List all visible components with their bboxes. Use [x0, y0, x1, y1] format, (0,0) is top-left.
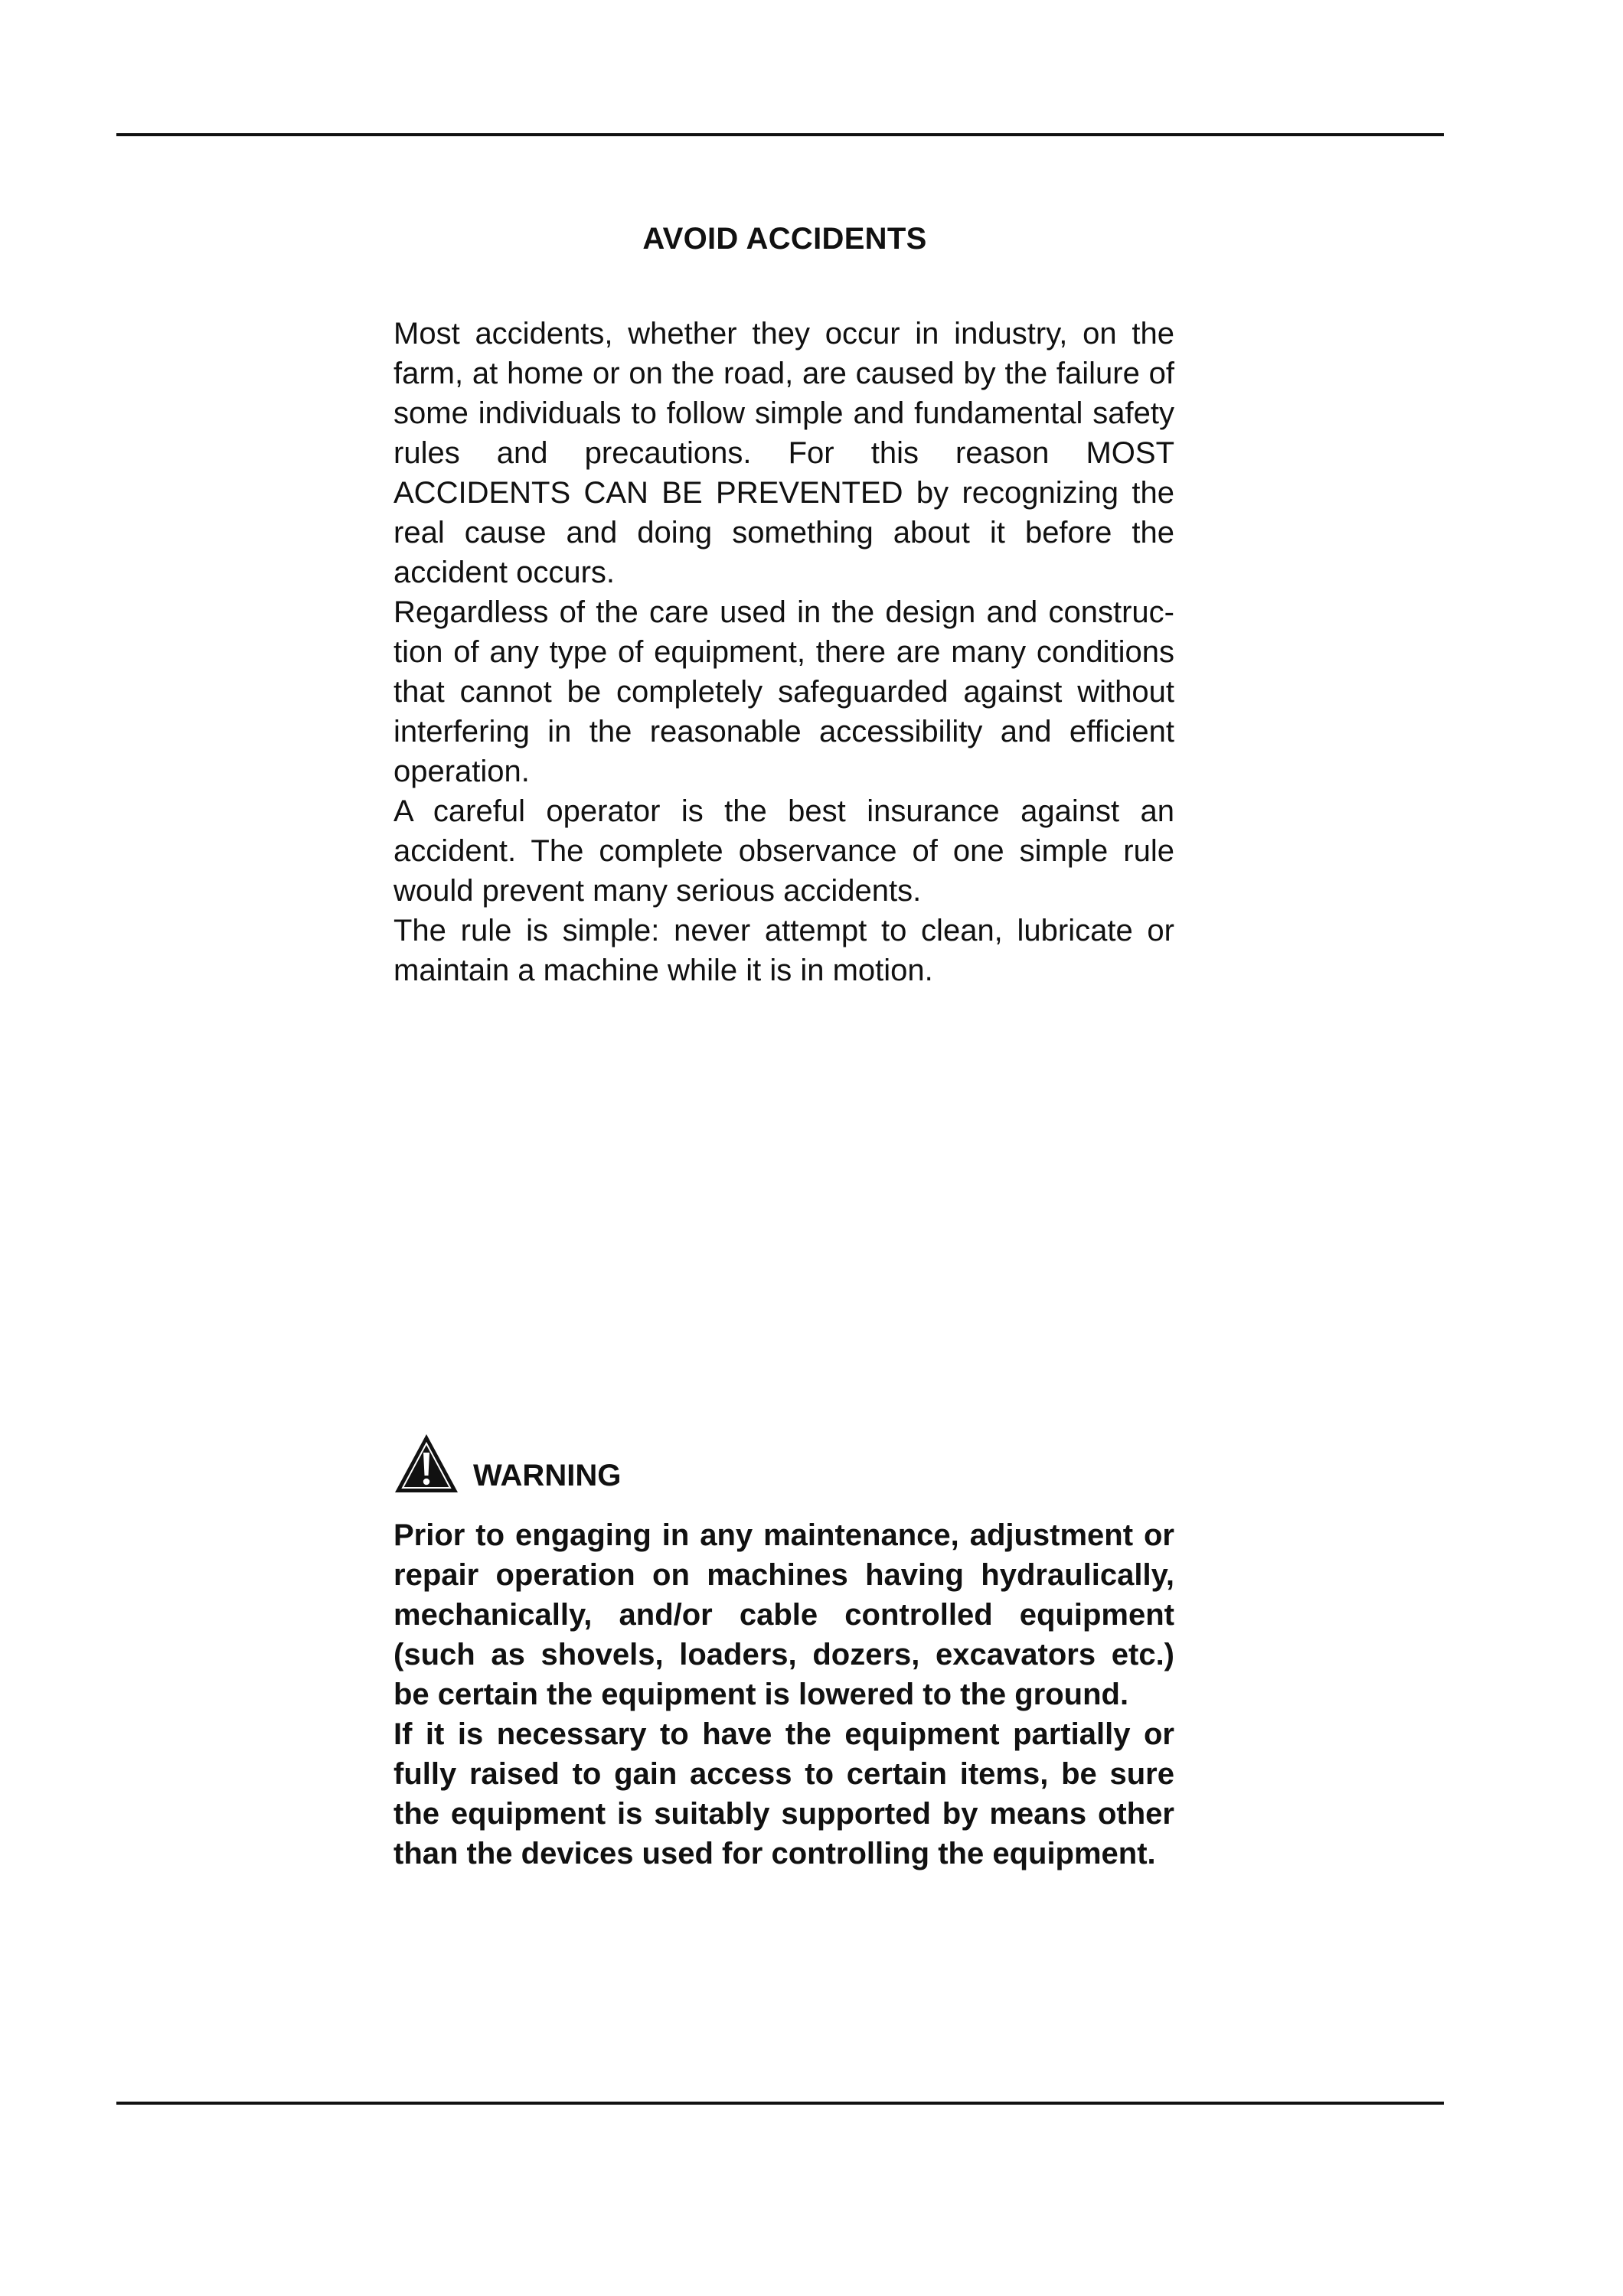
page-title: AVOID ACCIDENTS — [642, 222, 927, 256]
warning-paragraph-1: Prior to engaging in any maintenance, adjustment or repair operation on machines having hydraulically, mechanically, and/or cable controlled equipment (such as shovels, loaders, dozers, excavators etc.) be certain the equipment is lowered to the ground. — [394, 1518, 1174, 1711]
header-rule — [116, 133, 1444, 136]
paragraph-2: Regardless of the care used in the design and construction of any type of equipment, there are many conditions that cannot be completely safeguarded against without interfering in the reasonable accessibility and efficient operation. — [394, 595, 1174, 788]
warning-triangle-icon — [394, 1433, 459, 1494]
warning-label: WARNING — [473, 1459, 622, 1492]
warning-text — [394, 1515, 1174, 1874]
warning-paragraph-2: If it is necessary to have the equipment partially or fully raised to gain access to certain items, be sure the equipment is suitably supported by means other than the devices used for controlling the equipment. — [394, 1717, 1174, 1870]
body-text — [394, 314, 1174, 990]
paragraph-1: Most accidents, whether they occur in industry, on the farm, at home or on the road, are caused by the failure of some individuals to follow simple and fundamental safety rules and precautions. For this reason MOST ACCIDENTS CAN BE PREVENTED by recognizing the real cause and doing something about it before the accident occurs. — [394, 317, 1174, 589]
paragraph-3: A careful operator is the best insurance against an accident. The complete observance of one simple rule would prevent many serious accidents. — [394, 794, 1174, 908]
footer-rule — [116, 2102, 1444, 2105]
paragraph-4: The rule is simple: never attempt to clean, lubricate or maintain a machine while it is in motion. — [394, 914, 1174, 987]
warning-heading — [394, 1428, 621, 1494]
